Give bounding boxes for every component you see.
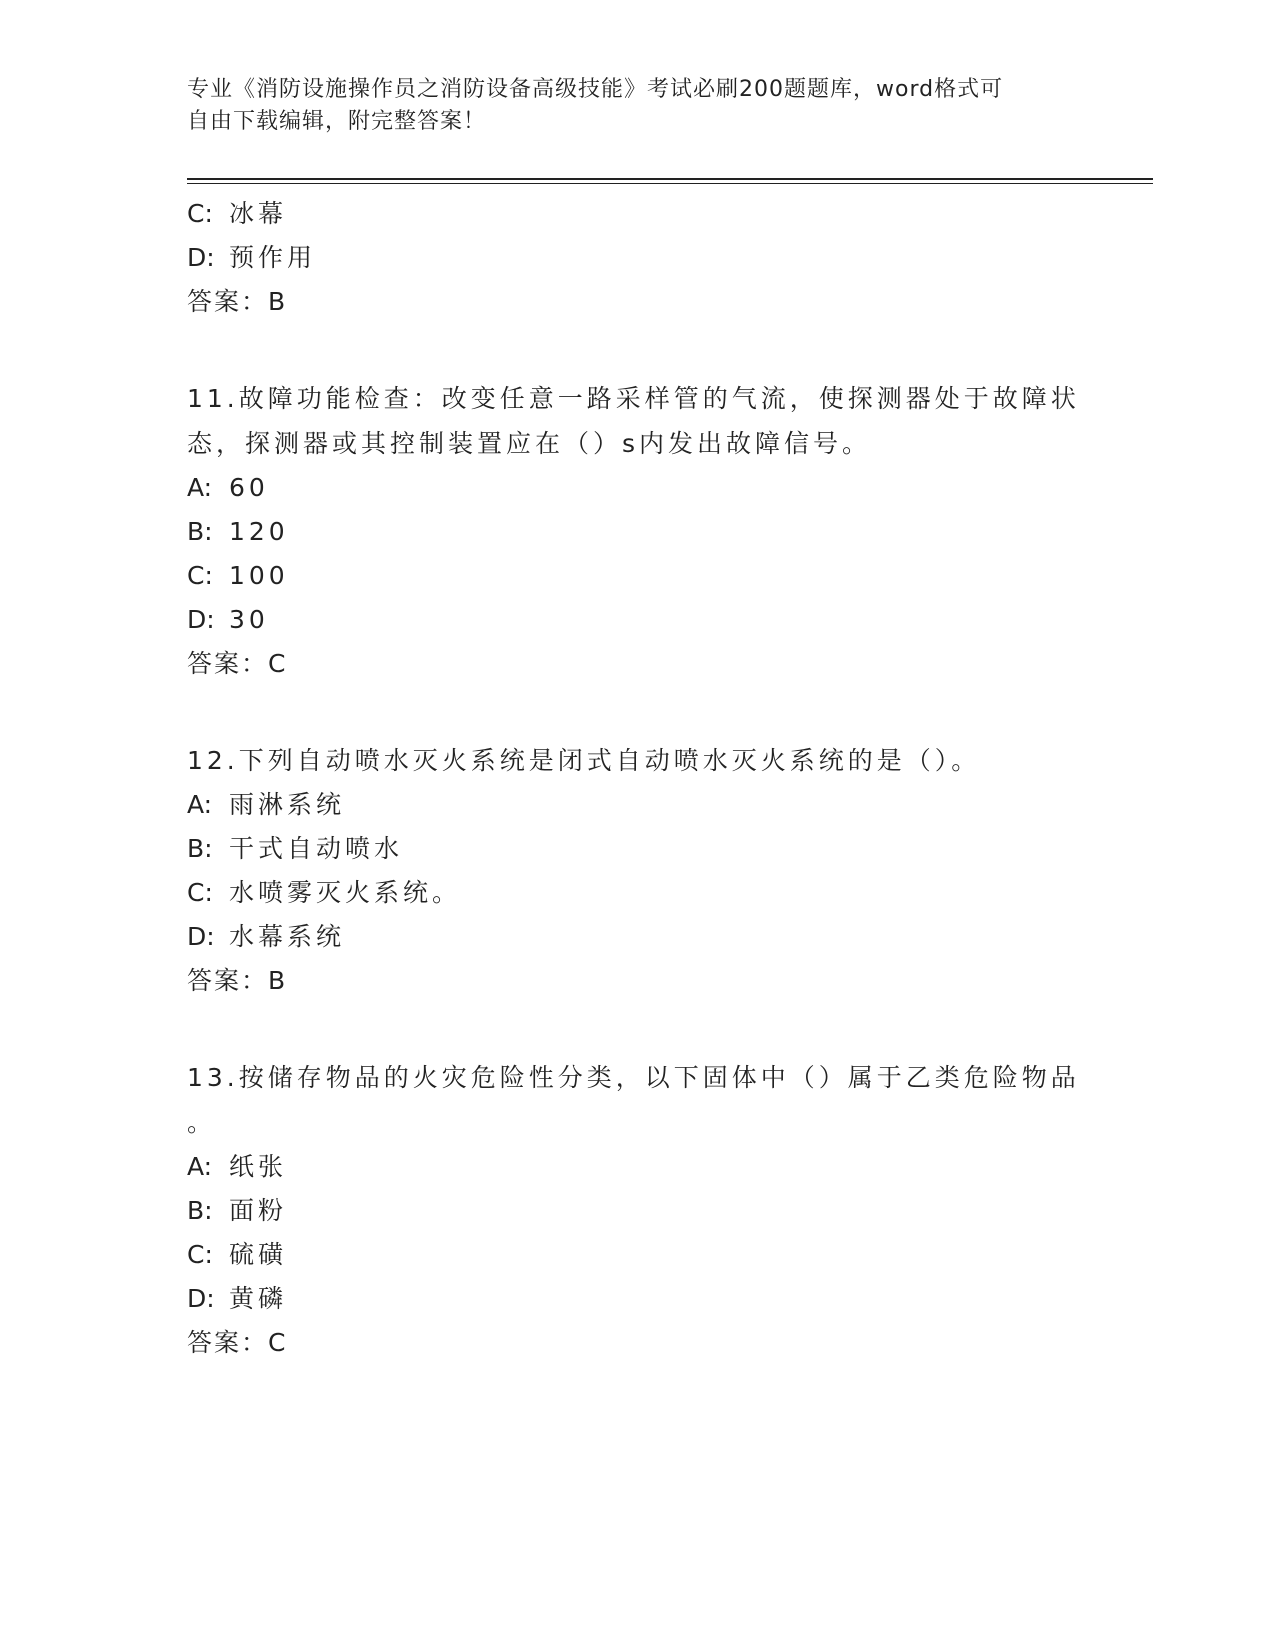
option-line bbox=[187, 598, 1087, 642]
answer-line: 答案：C bbox=[187, 1328, 288, 1357]
option-label: D: bbox=[187, 922, 215, 951]
option-text: 60 bbox=[229, 473, 269, 502]
option-line bbox=[187, 1277, 1087, 1321]
option-line bbox=[187, 915, 1087, 959]
answer-line: 答案：C bbox=[187, 649, 288, 678]
question-text-line: 12.下列自动喷水灭火系统是闭式自动喷水灭火系统的是（）。 bbox=[187, 746, 981, 775]
option-label: B: bbox=[187, 517, 213, 546]
question-block-12 bbox=[187, 738, 1087, 1003]
option-line bbox=[187, 827, 1087, 871]
question-text-line: 。 bbox=[187, 1108, 217, 1137]
option-line bbox=[187, 192, 1087, 236]
option-label: C: bbox=[187, 561, 213, 590]
option-label: D: bbox=[187, 243, 215, 272]
option-label: D: bbox=[187, 1284, 215, 1313]
option-text: 水幕系统 bbox=[229, 922, 346, 951]
question-text-line: 态，探测器或其控制装置应在（）s内发出故障信号。 bbox=[187, 429, 872, 458]
question-block-11 bbox=[187, 376, 1087, 686]
header-line-1: 专业《消防设施操作员之消防设备高级技能》考试必刷200题题库，word格式可 bbox=[187, 77, 1004, 102]
option-text: 黄磷 bbox=[229, 1284, 288, 1313]
option-line bbox=[187, 466, 1087, 510]
document-header bbox=[187, 74, 1067, 138]
question-text-line: 13.按储存物品的火灾危险性分类，以下固体中（）属于乙类危险物品 bbox=[187, 1063, 1080, 1092]
option-label: B: bbox=[187, 834, 213, 863]
option-text: 预作用 bbox=[229, 243, 317, 272]
option-text: 干式自动喷水 bbox=[229, 834, 404, 863]
question-list bbox=[187, 192, 1087, 1365]
option-label: D: bbox=[187, 605, 215, 634]
option-label: C: bbox=[187, 199, 213, 228]
option-text: 雨淋系统 bbox=[229, 790, 346, 819]
answer-line: 答案：B bbox=[187, 287, 288, 316]
option-line bbox=[187, 236, 1087, 280]
option-text: 120 bbox=[229, 517, 289, 546]
option-text: 水喷雾灭火系统。 bbox=[229, 878, 462, 907]
option-text: 硫磺 bbox=[229, 1240, 288, 1269]
answer-line: 答案：B bbox=[187, 966, 288, 995]
option-line bbox=[187, 510, 1087, 554]
header-rule-thin bbox=[187, 183, 1153, 184]
prev-question-block bbox=[187, 192, 1087, 324]
option-text: 冰幕 bbox=[229, 199, 288, 228]
option-text: 30 bbox=[229, 605, 269, 634]
header-line-2: 自由下载编辑，附完整答案！ bbox=[187, 109, 487, 134]
option-line bbox=[187, 1233, 1087, 1277]
option-line bbox=[187, 783, 1087, 827]
option-text: 纸张 bbox=[229, 1152, 288, 1181]
option-label: C: bbox=[187, 878, 213, 907]
option-label: A: bbox=[187, 790, 213, 819]
option-label: C: bbox=[187, 1240, 213, 1269]
option-label: A: bbox=[187, 1152, 213, 1181]
header-rule-thick bbox=[187, 178, 1153, 180]
option-label: B: bbox=[187, 1196, 213, 1225]
option-line bbox=[187, 554, 1087, 598]
option-line bbox=[187, 1189, 1087, 1233]
option-text: 100 bbox=[229, 561, 289, 590]
option-line bbox=[187, 1145, 1087, 1189]
question-block-13 bbox=[187, 1055, 1087, 1365]
question-text-line: 11.故障功能检查：改变任意一路采样管的气流，使探测器处于故障状 bbox=[187, 384, 1080, 413]
option-label: A: bbox=[187, 473, 213, 502]
option-line bbox=[187, 871, 1087, 915]
option-text: 面粉 bbox=[229, 1196, 288, 1225]
